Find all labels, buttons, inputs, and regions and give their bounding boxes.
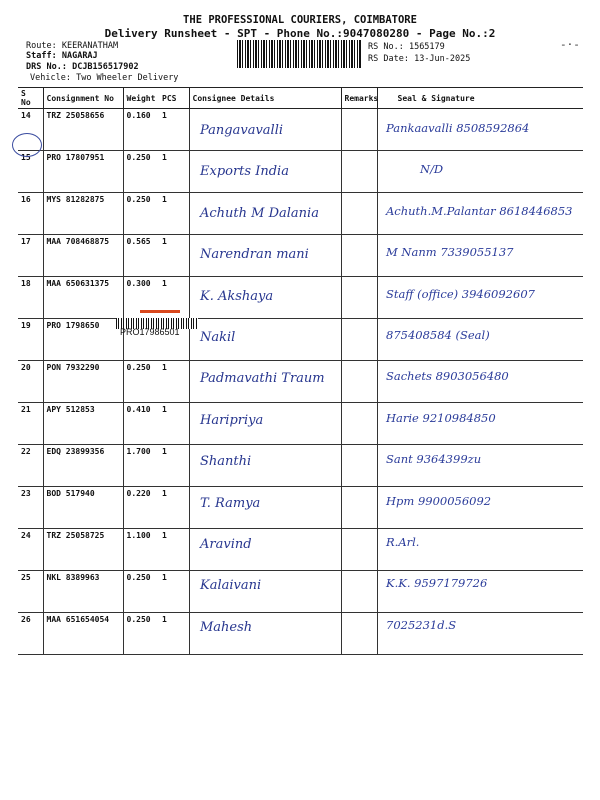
row-weight: 0.250	[123, 361, 159, 403]
row-pcs: 1	[159, 571, 189, 613]
handwritten-consignee: Pangavavalli	[200, 123, 284, 138]
company-title: THE PROFESSIONAL COURIERS, COIMBATORE	[183, 14, 417, 26]
row-pcs: 1	[159, 109, 189, 151]
row-pcs: 1	[159, 235, 189, 277]
table-row	[18, 529, 583, 571]
row-remarks-cell	[341, 571, 377, 613]
row-15-circle-mark	[12, 133, 42, 157]
row-consignment: BOD 517940	[43, 487, 123, 529]
row-weight: 0.300	[123, 277, 159, 319]
row-sno: 16	[18, 193, 43, 235]
handwritten-consignee: Mahesh	[200, 619, 253, 635]
runsheet-barcode	[237, 40, 362, 68]
table-row	[18, 487, 583, 529]
handwritten-signature: N/D	[420, 162, 444, 177]
row-pcs: 1	[159, 529, 189, 571]
handwritten-signature: 875408584 (Seal)	[386, 328, 490, 342]
row-consignment: MAA 650631375	[43, 277, 123, 319]
row-weight: 0.410	[123, 403, 159, 445]
col-consignment: Consignment No	[43, 88, 123, 109]
row-remarks-cell	[341, 151, 377, 193]
row-remarks-cell	[341, 361, 377, 403]
row-pcs: 1	[159, 613, 189, 655]
handwritten-consignee: Exports India	[200, 164, 289, 180]
handwritten-signature: M Nanm 7339055137	[386, 245, 514, 260]
staff-value: NAGARAJ	[61, 51, 98, 61]
row-remarks-cell	[341, 109, 377, 151]
row-signature-cell	[377, 151, 583, 193]
row-weight: 0.565	[123, 235, 159, 277]
col-seal-signature: Seal & Signature	[377, 88, 583, 109]
row-pcs: 1	[159, 151, 189, 193]
row-pcs: 1	[159, 277, 189, 319]
row-consignment: NKL 8389963	[43, 571, 123, 613]
table-row	[18, 571, 583, 613]
row-sno: 22	[18, 445, 43, 487]
route-value: KEERANATHAM	[61, 41, 119, 51]
vehicle-value: Two Wheeler Delivery	[76, 73, 179, 83]
handwritten-signature: 7025231d.S	[386, 617, 457, 632]
row-remarks-cell	[341, 487, 377, 529]
row-remarks-cell	[341, 235, 377, 277]
row-sno: 19	[18, 319, 43, 361]
row-remarks-cell	[341, 445, 377, 487]
row-weight: 0.250	[123, 151, 159, 193]
row-sno: 25	[18, 571, 43, 613]
rs-date-line: RS Date: 13-Jun-2025	[368, 54, 471, 64]
col-sno: S No	[18, 88, 43, 109]
row-remarks-cell	[341, 193, 377, 235]
row-weight: 1.100	[123, 529, 159, 571]
handwritten-signature: Pankaavalli 8508592864	[386, 121, 530, 135]
row-consignment: PON 7932290	[43, 361, 123, 403]
row-remarks-cell	[341, 529, 377, 571]
row-weight: 0.160	[123, 109, 159, 151]
handwritten-consignee: Kalaivani	[200, 578, 262, 594]
col-remarks: Remarks	[341, 88, 377, 109]
table-row	[18, 151, 583, 193]
inline-barcode-text: PRO17986501	[120, 327, 180, 337]
vehicle-line: Vehicle: Two Wheeler Delivery	[30, 73, 179, 83]
row-consignment: EDQ 23899356	[43, 445, 123, 487]
row-consignment: TRZ 25058725	[43, 529, 123, 571]
drs-line: DRS No.: DCJB156517902	[26, 62, 139, 72]
row-consignment: PRO 1798650	[43, 319, 123, 361]
rs-no-line: RS No.: 1565179	[368, 42, 445, 52]
row-remarks-cell	[341, 613, 377, 655]
corner-mark: -·-	[560, 38, 580, 51]
row-pcs: 1	[159, 361, 189, 403]
handwritten-consignee: Nakil	[200, 330, 236, 345]
row-weight: 0.250	[123, 613, 159, 655]
row-pcs: 1	[159, 445, 189, 487]
col-consignee: Consignee Details	[189, 88, 341, 109]
handwritten-consignee: Aravind	[200, 537, 252, 552]
handwritten-signature: Harie 9210984850	[386, 410, 496, 425]
row-sno: 26	[18, 613, 43, 655]
row-sno: 23	[18, 487, 43, 529]
row-pcs: 1	[159, 487, 189, 529]
inline-barcode-stripe	[140, 310, 180, 313]
row-sno: 18	[18, 277, 43, 319]
row-remarks-cell	[341, 277, 377, 319]
table-header-row	[18, 88, 583, 109]
row-consignment: MAA 708468875	[43, 235, 123, 277]
table-row	[18, 319, 583, 361]
row-consignment: APY 512853	[43, 403, 123, 445]
handwritten-consignee: T. Ramya	[200, 495, 261, 511]
table-row	[18, 403, 583, 445]
row-remarks-cell	[341, 403, 377, 445]
row-consignment: TRZ 25058656	[43, 109, 123, 151]
row-consignment: PRO 17807951	[43, 151, 123, 193]
row-remarks-cell	[341, 319, 377, 361]
handwritten-signature: Staff (office) 3946092607	[386, 286, 535, 301]
row-sno: 24	[18, 529, 43, 571]
row-weight: 0.220	[123, 487, 159, 529]
handwritten-signature: Sachets 8903056480	[386, 369, 509, 384]
rs-date-value: 13-Jun-2025	[414, 54, 471, 64]
route-line: Route: KEERANATHAM	[26, 41, 119, 51]
handwritten-consignee: Narendran mani	[200, 247, 309, 263]
handwritten-signature: Achuth.M.Palantar 8618446853	[386, 203, 573, 218]
handwritten-signature: R.Arl.	[386, 535, 420, 549]
handwritten-consignee: Shanthi	[200, 454, 252, 470]
table-row	[18, 445, 583, 487]
col-weight: Weight	[123, 88, 159, 109]
row-consignment: MYS 81282875	[43, 193, 123, 235]
table-row	[18, 613, 583, 655]
handwritten-signature: K.K. 9597179726	[386, 576, 488, 591]
row-pcs: 1	[159, 193, 189, 235]
runsheet-subtitle: Delivery Runsheet - SPT - Phone No.:9047080280 - Page No.:2	[104, 27, 496, 40]
row-sno: 15	[18, 151, 43, 193]
handwritten-consignee: Achuth M Dalania	[200, 205, 319, 221]
rs-no-value: 1565179	[408, 42, 445, 52]
drs-value: DCJB156517902	[72, 62, 139, 72]
row-pcs: 1	[159, 403, 189, 445]
row-weight: 1.700	[123, 445, 159, 487]
row-sno: 17	[18, 235, 43, 277]
handwritten-signature: Sant 9364399zu	[386, 452, 482, 467]
handwritten-signature: Hpm 9900056092	[386, 493, 492, 508]
handwritten-consignee: Padmavathi Traum	[200, 371, 325, 387]
col-pcs: PCS	[159, 88, 189, 109]
row-sno: 14	[18, 109, 43, 151]
row-sno: 20	[18, 361, 43, 403]
row-sno: 21	[18, 403, 43, 445]
handwritten-consignee: Haripriya	[200, 412, 264, 428]
row-weight: 0.250	[123, 193, 159, 235]
row-weight: 0.250	[123, 571, 159, 613]
handwritten-consignee: K. Akshaya	[200, 288, 274, 304]
staff-line: Staff: NAGARAJ	[26, 51, 98, 61]
row-consignment: MAA 651654054	[43, 613, 123, 655]
